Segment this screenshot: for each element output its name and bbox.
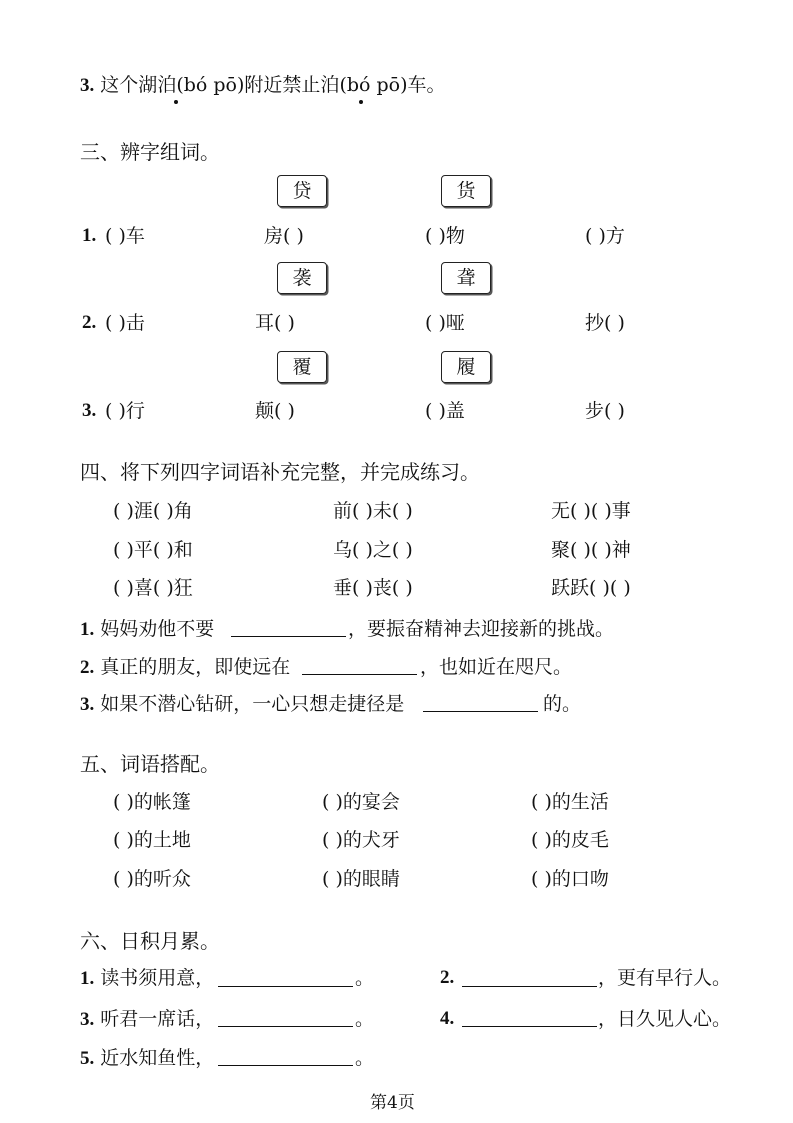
question-number: 1. — [80, 968, 95, 989]
question-number: 2. — [80, 657, 95, 678]
answer-blank[interactable] — [218, 1065, 353, 1066]
idiom-item: 垂( )丧( ) — [333, 577, 413, 599]
question-number: 3. — [80, 75, 95, 96]
section-title: 三、辨字组词。 — [80, 140, 220, 164]
match-item: ( )的生活 — [531, 791, 609, 813]
sentence-after: ，也如近在咫尺。 — [420, 656, 573, 678]
poem-after: ，更有早行人。 — [598, 967, 732, 989]
emphasis-dot — [359, 100, 363, 104]
fill-item: 抄( ) — [585, 312, 625, 334]
page-number: 第4页 — [370, 1093, 415, 1113]
fill-item: 颠( ) — [255, 400, 295, 422]
fill-item: 房( ) — [264, 225, 304, 247]
fill-item: ( )行 — [105, 400, 145, 422]
match-item: ( )的眼睛 — [322, 868, 400, 890]
answer-blank[interactable] — [302, 674, 417, 675]
poem-after: 。 — [355, 1008, 375, 1030]
poem-after: 。 — [355, 967, 375, 989]
idiom-item: 乌( )之( ) — [333, 539, 413, 561]
question-number: 3. — [82, 400, 97, 421]
sentence-before: 真正的朋友，即使远在 — [100, 656, 291, 678]
question-number: 4. — [440, 1008, 455, 1029]
question-number: 3. — [80, 694, 95, 715]
answer-blank[interactable] — [231, 636, 346, 637]
match-item: ( )的宴会 — [322, 791, 400, 813]
section-title: 六、日积月累。 — [80, 929, 220, 953]
sentence-1 — [80, 617, 214, 642]
char-box: 覆 — [277, 351, 327, 383]
fill-item: 步( ) — [585, 400, 625, 422]
text-segment: 这个湖 — [100, 74, 158, 96]
char-box: 货 — [441, 175, 491, 207]
question-number: 1. — [80, 619, 95, 640]
fill-item: ( )方 — [585, 225, 625, 247]
idiom-item: ( )喜( )狂 — [113, 577, 193, 599]
idiom-item: ( )平( )和 — [113, 539, 193, 561]
question-number: 3. — [80, 1009, 95, 1030]
idiom-item: 聚( )( )神 — [551, 539, 631, 561]
fill-item: 耳( ) — [255, 312, 295, 334]
sentence-after: ，要振奋精神去迎接新的挑战。 — [348, 618, 615, 640]
poem-item-1 — [80, 966, 214, 991]
fill-item: ( )物 — [425, 225, 465, 247]
pinyin-choice: (bó pō) — [176, 74, 245, 96]
section-title: 五、词语搭配。 — [80, 752, 220, 776]
fill-item: ( )车 — [105, 225, 145, 247]
pinyin-choice: (bó pō) — [339, 74, 408, 96]
poem-item-5 — [80, 1046, 214, 1071]
idiom-item: 跃跃( )( ) — [551, 577, 631, 599]
dotted-char: 泊 — [157, 74, 177, 96]
answer-blank[interactable] — [462, 1026, 597, 1027]
sentence-before: 妈妈劝他不要 — [100, 618, 215, 640]
idiom-item: ( )涯( )角 — [113, 500, 193, 522]
answer-blank[interactable] — [218, 1026, 353, 1027]
answer-blank[interactable] — [218, 986, 353, 987]
poem-before: 读书须用意， — [100, 967, 215, 989]
match-item: ( )的犬牙 — [322, 829, 400, 851]
match-item: ( )的听众 — [113, 868, 191, 890]
dotted-char: 泊 — [320, 74, 340, 96]
char-box: 贷 — [277, 175, 327, 207]
question-number: 2. — [82, 312, 97, 333]
sentence-after: 的。 — [543, 693, 582, 715]
question-number: 2. — [440, 967, 455, 988]
question-number: 5. — [80, 1048, 95, 1069]
sentence-2 — [80, 655, 290, 680]
fill-item: ( )盖 — [425, 400, 465, 422]
fill-item: ( )哑 — [425, 312, 465, 334]
pinyin-question-3 — [80, 73, 446, 98]
sentence-before: 如果不潜心钻研，一心只想走捷径是 — [100, 693, 405, 715]
section-title: 四、将下列四字词语补充完整，并完成练习。 — [80, 460, 480, 484]
question-number: 1. — [82, 225, 97, 246]
sentence-3 — [80, 692, 404, 717]
match-item: ( )的皮毛 — [531, 829, 609, 851]
char-box: 袭 — [277, 262, 327, 294]
idiom-item: 无( )( )事 — [551, 500, 631, 522]
poem-item-3 — [80, 1007, 214, 1032]
match-item: ( )的帐篷 — [113, 791, 191, 813]
answer-blank[interactable] — [423, 711, 538, 712]
text-segment: 附近禁止 — [244, 74, 321, 96]
poem-before: 听君一席话， — [100, 1008, 215, 1030]
fill-item: ( )击 — [105, 312, 145, 334]
poem-after: 。 — [355, 1047, 375, 1069]
char-box: 聋 — [441, 262, 491, 294]
match-item: ( )的口吻 — [531, 868, 609, 890]
poem-before: 近水知鱼性， — [100, 1047, 215, 1069]
poem-after: ，日久见人心。 — [598, 1008, 732, 1030]
emphasis-dot — [174, 100, 178, 104]
idiom-item: 前( )未( ) — [333, 500, 413, 522]
answer-blank[interactable] — [462, 986, 597, 987]
char-box: 履 — [441, 351, 491, 383]
text-segment: 车。 — [407, 74, 446, 96]
match-item: ( )的土地 — [113, 829, 191, 851]
